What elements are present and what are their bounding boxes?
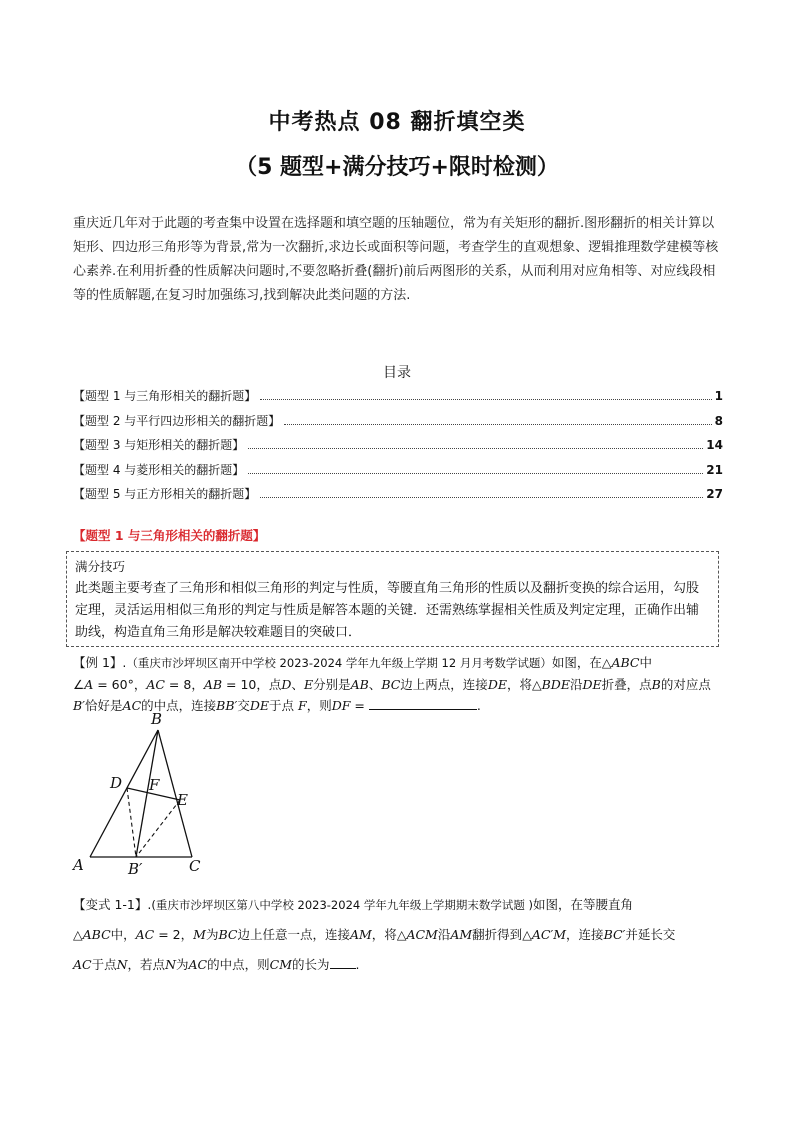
toc-item-3[interactable] <box>73 433 723 458</box>
label-d: D <box>110 774 123 792</box>
page-subtitle: （5 题型+满分技巧+限时检测） <box>235 155 559 180</box>
toc-item-page: 14 <box>706 438 723 452</box>
example-source: （重庆市沙坪坝区南开中学校 2023-2024 学年九年级上学期 12 月月考数学试题） <box>126 656 552 670</box>
example-text: 于点 <box>269 698 295 713</box>
toc-item-page: 8 <box>714 413 723 428</box>
variant-label: 【变式 1-1】. <box>73 897 152 912</box>
toc-item-page: 21 <box>706 462 723 477</box>
label-c: C <box>189 857 201 875</box>
example-text: 的对应点 <box>660 677 711 692</box>
triangle-figure <box>70 708 220 878</box>
toc-item-2[interactable] <box>73 409 723 434</box>
example-label: 【例 1】. <box>73 655 127 670</box>
variant-text: ，将 <box>371 927 397 942</box>
example-text: 沿 <box>569 677 583 692</box>
variant-text: 于点 <box>91 957 117 972</box>
toc-leader <box>260 399 711 400</box>
example-text: ，将 <box>506 677 532 692</box>
example-text: 如图，在 <box>551 655 602 670</box>
label-b-prime: B′ <box>128 860 143 878</box>
segment-ab <box>90 730 158 857</box>
label-e: E <box>177 791 188 809</box>
variant-text: 的中点，则 <box>207 957 270 972</box>
intro-paragraph: 重庆近几年对于此题的考查集中设置在选择题和填空题的压轴题位，常为有关矩形的翻折.图形翻折的相关计算以矩形、四边形三角形等为背景,常为一次翻折,求边长或面积等问题，考查学生的直观想象、逻辑推理数学建模等核心素养.在利用折叠的性质解决问题时,不要忽略折叠(翻折)前后两图形的关系，从而利用对应角相等、对应线段相等的性质解题,在复习时加强练习,找到解决此类问题的方法. <box>73 216 719 303</box>
toc-item-1[interactable] <box>73 384 723 409</box>
variant-text: 并延长交 <box>625 927 676 942</box>
variant-text: ，连接 <box>566 927 604 942</box>
table-of-contents <box>73 384 723 507</box>
answer-blank[interactable] <box>369 698 477 710</box>
toc-leader <box>248 473 703 474</box>
variant-text: 沿 <box>437 927 451 942</box>
variant-text: 的长为 <box>292 957 330 972</box>
toc-leader <box>284 424 711 425</box>
answer-blank[interactable] <box>330 957 356 969</box>
tip-box <box>66 551 719 647</box>
example-text: ，点 <box>256 677 282 692</box>
toc-item-label: 【题型 2 与平行四边形相关的翻折题】 <box>73 413 281 428</box>
tip-title: 满分技巧 <box>75 559 126 574</box>
example-text: 边上两点，连接 <box>400 677 488 692</box>
variant-text: 为 <box>205 927 219 942</box>
example-text: . <box>476 698 481 713</box>
toc-title: 目录 <box>383 365 411 381</box>
example-text: 中 <box>639 655 653 670</box>
example-text: ，则 <box>306 698 332 713</box>
example-text: ， <box>133 677 147 692</box>
variant-text: ，若点 <box>127 957 166 972</box>
toc-item-page: 1 <box>714 389 723 403</box>
toc-item-5[interactable] <box>73 482 723 507</box>
example-text: 分别是 <box>313 677 351 692</box>
toc-leader <box>260 497 703 498</box>
example-1: 【例 1】.（重庆市沙坪坝区南开中学校 2023-2024 学年九年级上学期 12 月月考数学试题）如图，在△ABC中 ∠A = 60°，AC = 8，AB = 10，点D、E分别是AB、BC边上两点，连接DE，将△BDE沿DE折叠，点B的对应点 B′恰好是AC的中点，连接BB′交DE于点 F，则DF = . <box>73 655 711 713</box>
variant-text: 边上任意一点，连接 <box>237 927 350 942</box>
label-a: A <box>73 856 84 874</box>
toc-item-label: 【题型 3 与矩形相关的翻折题】 <box>73 438 245 452</box>
dashed-db-prime <box>127 788 136 857</box>
toc-item-page: 27 <box>706 487 723 501</box>
example-text: 恰好是 <box>85 698 123 713</box>
toc-item-label: 【题型 4 与菱形相关的翻折题】 <box>73 462 245 477</box>
variant-text: 中， <box>110 927 136 942</box>
variant-text: 为 <box>176 957 189 972</box>
example-text: 的中点，连接 <box>141 698 217 713</box>
variant-text: ， <box>180 927 194 942</box>
section-heading: 【题型 1 与三角形相关的翻折题】 <box>73 528 266 543</box>
toc-leader <box>248 448 703 449</box>
example-text: 交 <box>237 698 250 713</box>
toc-item-label: 【题型 5 与正方形相关的翻折题】 <box>73 487 257 501</box>
label-f: F <box>149 776 160 794</box>
variant-text: 翻折得到 <box>472 927 523 942</box>
variant-1-1: 【变式 1-1】.(重庆市沙坪坝区第八中学校 2023-2024 学年九年级上学期期末数学试题 )如图，在等腰直角 △ABC中，AC = 2，M为BC边上任意一点，连接AM，将△ACM沿AM翻折得到△AC′M，连接BC′并延长交 AC于点N，若点N为AC的中点，则CM的长为 . <box>73 897 676 972</box>
toc-item-label: 【题型 1 与三角形相关的翻折题】 <box>73 389 257 403</box>
tip-text: 此类题主要考查了三角形和相似三角形的判定与性质，等腰直角三角形的性质以及翻折变换的综合运用，勾股定理，灵活运用相似三角形的判定与性质是解答本题的关键．还需熟练掌握相关性质及判定定理，正确作出辅助线，构造直角三角形是解决较难题目的突破口． <box>75 581 700 640</box>
variant-source: (重庆市沙坪坝区第八中学校 2023-2024 学年九年级上学期期末数学试题 ) <box>151 898 533 912</box>
example-text: 折叠，点 <box>601 677 652 692</box>
variant-text: 如图，在等腰直角 <box>533 897 634 912</box>
variant-text: . <box>355 957 360 972</box>
page-title: 中考热点 08 翻折填空类 <box>268 110 526 135</box>
toc-item-4[interactable] <box>73 458 723 483</box>
label-b: B <box>151 710 163 728</box>
dashed-eb-prime <box>136 800 180 857</box>
example-text: ， <box>191 677 204 692</box>
